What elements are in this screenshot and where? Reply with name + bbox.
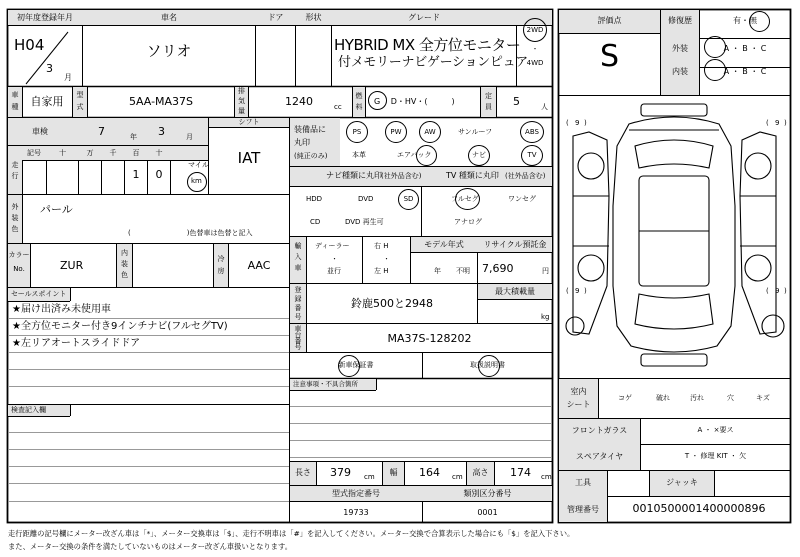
height-value: 174: [510, 466, 531, 479]
drive-4wd: 4WD: [526, 59, 544, 67]
model-value: 5AA-MA37S: [128, 95, 194, 108]
handle-left: 左 H: [374, 267, 389, 275]
score-value: S: [599, 39, 620, 74]
equip-airbag: エアバック: [397, 151, 432, 159]
spare-label: スペアタイヤ: [575, 452, 624, 461]
navi-sub: (社外品含む): [381, 172, 422, 180]
navi-dvd: DVD: [358, 195, 374, 203]
tv-analog: アナログ: [454, 218, 482, 226]
length-label: 長さ: [295, 468, 311, 477]
type-designation-label: 型式指定番号: [332, 489, 380, 498]
equip-sunroof: サンルーフ: [458, 128, 493, 136]
ext-rank-circle-mark: [704, 36, 726, 58]
mileage-label-2: 行: [11, 172, 19, 180]
displacement-label-2: 気: [238, 97, 245, 105]
category-label: 類別区分番号: [463, 489, 512, 498]
sales-point-label: セールスポイント: [11, 290, 67, 298]
registration-label: 登: [294, 286, 302, 294]
notes-label: 注意事項・不具合箇所: [293, 380, 358, 388]
score-label: 評価点: [597, 16, 622, 25]
mileage-digit-label: 千: [109, 149, 117, 157]
seat-item: 汚れ: [690, 394, 704, 402]
equip-aw: AW: [424, 128, 436, 136]
warranty-circle-mark: [338, 355, 360, 377]
sales-point-item: ★全方位モニター付き9インチナビ(フルセグTV): [12, 321, 228, 332]
ext-rank-options: A ・ B ・ C: [723, 44, 767, 53]
tv-fullseg: フルセグ: [451, 195, 479, 203]
inspection-notes-label: 検査記入欄: [11, 406, 46, 414]
displacement-label-3: 量: [238, 107, 245, 115]
navi-title: ナビ種類に丸印: [326, 171, 382, 180]
shift-value: IAT: [237, 149, 261, 167]
fuel-label-2: 料: [355, 103, 363, 111]
capacity-value: 5: [513, 95, 520, 108]
navi-dvd-play: DVD 再生可: [345, 218, 384, 226]
mileage-digit-label: 百: [132, 149, 140, 157]
displacement-value: 1240: [285, 95, 313, 108]
equipment-label-3: (純正のみ): [294, 152, 328, 160]
model-label-1: 型: [76, 91, 84, 99]
car-use-label-2: 種: [11, 103, 19, 111]
management-value: 0010500001400000896: [632, 502, 766, 515]
chassis-label: 番: [294, 337, 302, 345]
inspection-month-unit: 月: [186, 133, 193, 141]
handle-right: 右 H: [374, 242, 389, 250]
chassis-value: MA37S-128202: [387, 332, 472, 345]
length-value: 379: [330, 466, 351, 479]
jack-label: ジャッキ: [666, 478, 698, 487]
fuel-label-1: 燃: [355, 92, 363, 100]
car-damage-diagram: [559, 96, 790, 378]
model-year-label: モデル年式: [424, 240, 464, 249]
equip-navi: ナビ: [472, 151, 486, 159]
grade-line2: 付メモリーナビゲーションピュア: [338, 55, 528, 70]
fuel-circle-mark: [368, 91, 387, 110]
door-label: ドア: [267, 13, 284, 22]
capacity-label-2: 員: [485, 103, 492, 111]
recycle-value: 7,690: [482, 262, 514, 275]
mileage-km-label: km: [191, 177, 202, 185]
fuel-options: G D・HV・( ): [374, 97, 455, 106]
category-value: 0001: [477, 508, 498, 517]
diagram-corner-label: 9: [575, 119, 580, 127]
seat-label-1: 室内: [570, 387, 587, 396]
navi-sd: SD: [403, 195, 414, 203]
glass-options: A ・ ×要ス: [697, 426, 734, 434]
registration-label: 録: [294, 295, 302, 303]
aircon-label-2: 房: [217, 267, 225, 275]
seat-item: コゲ: [618, 394, 632, 402]
height-label: 高さ: [472, 468, 489, 477]
glass-label: フロントガラス: [571, 426, 628, 435]
exterior-label-3: 色: [11, 225, 19, 233]
seat-item: 破れ: [656, 394, 670, 402]
reg-month-unit: 月: [64, 73, 72, 82]
seat-item: 穴: [727, 394, 734, 402]
aircon-value: AAC: [247, 259, 271, 272]
import-label-1: 輸: [294, 242, 302, 250]
color-no-label-1: カラー: [8, 251, 30, 259]
model-year-unit: 年: [434, 267, 441, 275]
width-label: 幅: [389, 468, 398, 477]
displacement-unit: cc: [334, 103, 342, 111]
int-rank-circle-mark: [704, 59, 726, 81]
registration-value: 鈴鹿500と2948: [351, 297, 433, 310]
tv-oneseg: ワンセグ: [508, 195, 536, 203]
int-rank-options: A ・ B ・ C: [723, 67, 767, 76]
registration-label: 番: [294, 304, 302, 312]
manual-circle-mark: [478, 355, 500, 377]
type-designation-value: 19733: [343, 508, 369, 517]
mileage-digit: 0: [155, 168, 163, 181]
tools-label: 工具: [575, 478, 591, 487]
mileage-mile-label: マイル: [188, 161, 209, 169]
chassis-label: 号: [294, 343, 302, 351]
model-label-2: 式: [76, 103, 84, 111]
chassis-label: 台: [294, 331, 302, 339]
chassis-label: 車: [294, 325, 302, 333]
mileage-label-1: 走: [11, 161, 19, 169]
car-use-value: 自家用: [30, 95, 64, 108]
diagram-corner-label: 9: [775, 287, 780, 295]
inspection-label: 車検: [32, 127, 48, 136]
car-use-label-1: 車: [11, 91, 19, 99]
new-car-warranty: 新車保証書: [338, 361, 374, 369]
seat-label-2: シート: [566, 400, 591, 409]
footer-note-1: 走行距離の記号欄にメーター改ざん車は「*」、メーター交換車は「$」、走行不明車は「#」を記入してください。メーター交換で合算表示した場合にも「$」を記入下さい。: [8, 529, 575, 538]
import-label-3: 車: [294, 264, 302, 272]
exterior-value: パール: [40, 203, 73, 216]
inspection-year-unit: 年: [130, 133, 137, 141]
reg-era: H04: [14, 36, 45, 54]
equip-leather: 本革: [352, 151, 366, 159]
import-dealer: ディーラー: [315, 242, 350, 250]
diagram-corner-label: (: [766, 119, 769, 127]
grade-label: グレード: [408, 13, 440, 22]
exterior-note: ( )色替車は色替と記入: [128, 229, 253, 237]
equipment-label-1: 装備品に: [294, 125, 326, 134]
max-load-label: 最大積載量: [495, 287, 535, 296]
diagram-corner-label: (: [566, 287, 569, 295]
height-unit: cm: [541, 473, 552, 481]
shape-label: 形状: [305, 13, 322, 22]
diagram-corner-label: (: [566, 119, 569, 127]
diagram-corner-label: ): [784, 119, 787, 127]
import-parallel: 並行: [327, 267, 341, 275]
tv-sub: (社外品含む): [505, 172, 546, 180]
mileage-sign-label: 記号: [27, 149, 41, 157]
recycle-label: リサイクル預託金: [483, 240, 547, 249]
inspection-year: 7: [98, 125, 105, 138]
footer-note-2: また、メーター交換の条件を満たしていないものはメーター改ざん車扱いとなります。: [8, 542, 292, 551]
shift-label: シフト: [238, 118, 260, 126]
capacity-unit: 人: [541, 103, 548, 111]
width-value: 164: [419, 466, 440, 479]
mileage-digit-label: 万: [86, 149, 94, 157]
mileage-digit: 1: [132, 168, 140, 181]
int-rank-label: 内装: [672, 67, 688, 76]
sales-point-item: ★届け出済み未使用車: [12, 304, 111, 315]
equip-abs: ABS: [525, 128, 539, 136]
interior-color-label-3: 色: [121, 271, 128, 279]
diagram-corner-label: 9: [775, 119, 780, 127]
recycle-unit: 円: [542, 267, 549, 275]
equip-tv: TV: [527, 151, 537, 159]
equipment-label-2: 丸印: [294, 138, 310, 147]
sales-point-item: ★左リアオートスライドドア: [12, 338, 141, 349]
inspection-month: 3: [158, 125, 165, 138]
seat-item: キズ: [756, 394, 770, 402]
drive-2wd: 2WD: [526, 26, 544, 34]
management-label: 管理番号: [567, 505, 599, 514]
mileage-digit-label: 十: [59, 149, 66, 157]
displacement-label-1: 排: [238, 87, 245, 95]
import-dot: ・: [331, 255, 338, 263]
ext-rank-label: 外装: [672, 44, 688, 53]
reg-date-label: 初年度登録年月: [17, 13, 73, 22]
import-label-2: 入: [294, 253, 302, 261]
km-circle-mark: [187, 172, 207, 192]
equip-pw: PW: [390, 128, 402, 136]
capacity-label-1: 定: [485, 92, 492, 100]
max-load-unit: kg: [541, 313, 550, 321]
diagram-corner-label: ): [584, 119, 587, 127]
color-no-value: ZUR: [60, 259, 84, 272]
handle-dot: ・: [383, 255, 390, 263]
exterior-label-2: 装: [11, 214, 19, 222]
registration-label: 号: [294, 313, 302, 321]
aircon-label-1: 冷: [217, 255, 225, 263]
spare-options: T ・ 修理 KIT ・ 欠: [684, 452, 747, 460]
repair-options: 有・無: [733, 16, 757, 25]
color-no-label-2: No.: [13, 265, 25, 273]
model-year-unknown: 不明: [456, 267, 470, 275]
repair-circle-mark: [749, 11, 770, 32]
repair-label: 修復歴: [668, 16, 692, 25]
diagram-corner-label: ): [584, 287, 587, 295]
exterior-label-1: 外: [11, 203, 19, 211]
owner-manual: 取扱説明書: [470, 361, 505, 369]
width-unit: cm: [452, 473, 463, 481]
drive-sep: ・: [531, 45, 539, 53]
diagram-corner-label: 9: [575, 287, 580, 295]
reg-month: 3: [46, 62, 53, 75]
length-unit: cm: [364, 473, 375, 481]
car-name-value: ソリオ: [146, 42, 192, 60]
navi-cd: CD: [310, 218, 321, 226]
car-name-label: 車名: [161, 13, 177, 22]
mileage-digit-label: 十: [155, 149, 163, 157]
diagram-corner-label: ): [784, 287, 787, 295]
navi-hdd: HDD: [306, 195, 323, 203]
equip-ps: PS: [352, 128, 362, 136]
equip-circle-mark: [416, 145, 437, 166]
tv-title: TV 種類に丸印: [446, 171, 499, 180]
interior-color-label-2: 装: [121, 260, 128, 268]
diagram-corner-label: (: [766, 287, 769, 295]
interior-color-label-1: 内: [121, 249, 128, 257]
grade-line1: HYBRID MX 全方位モニター: [334, 36, 521, 54]
